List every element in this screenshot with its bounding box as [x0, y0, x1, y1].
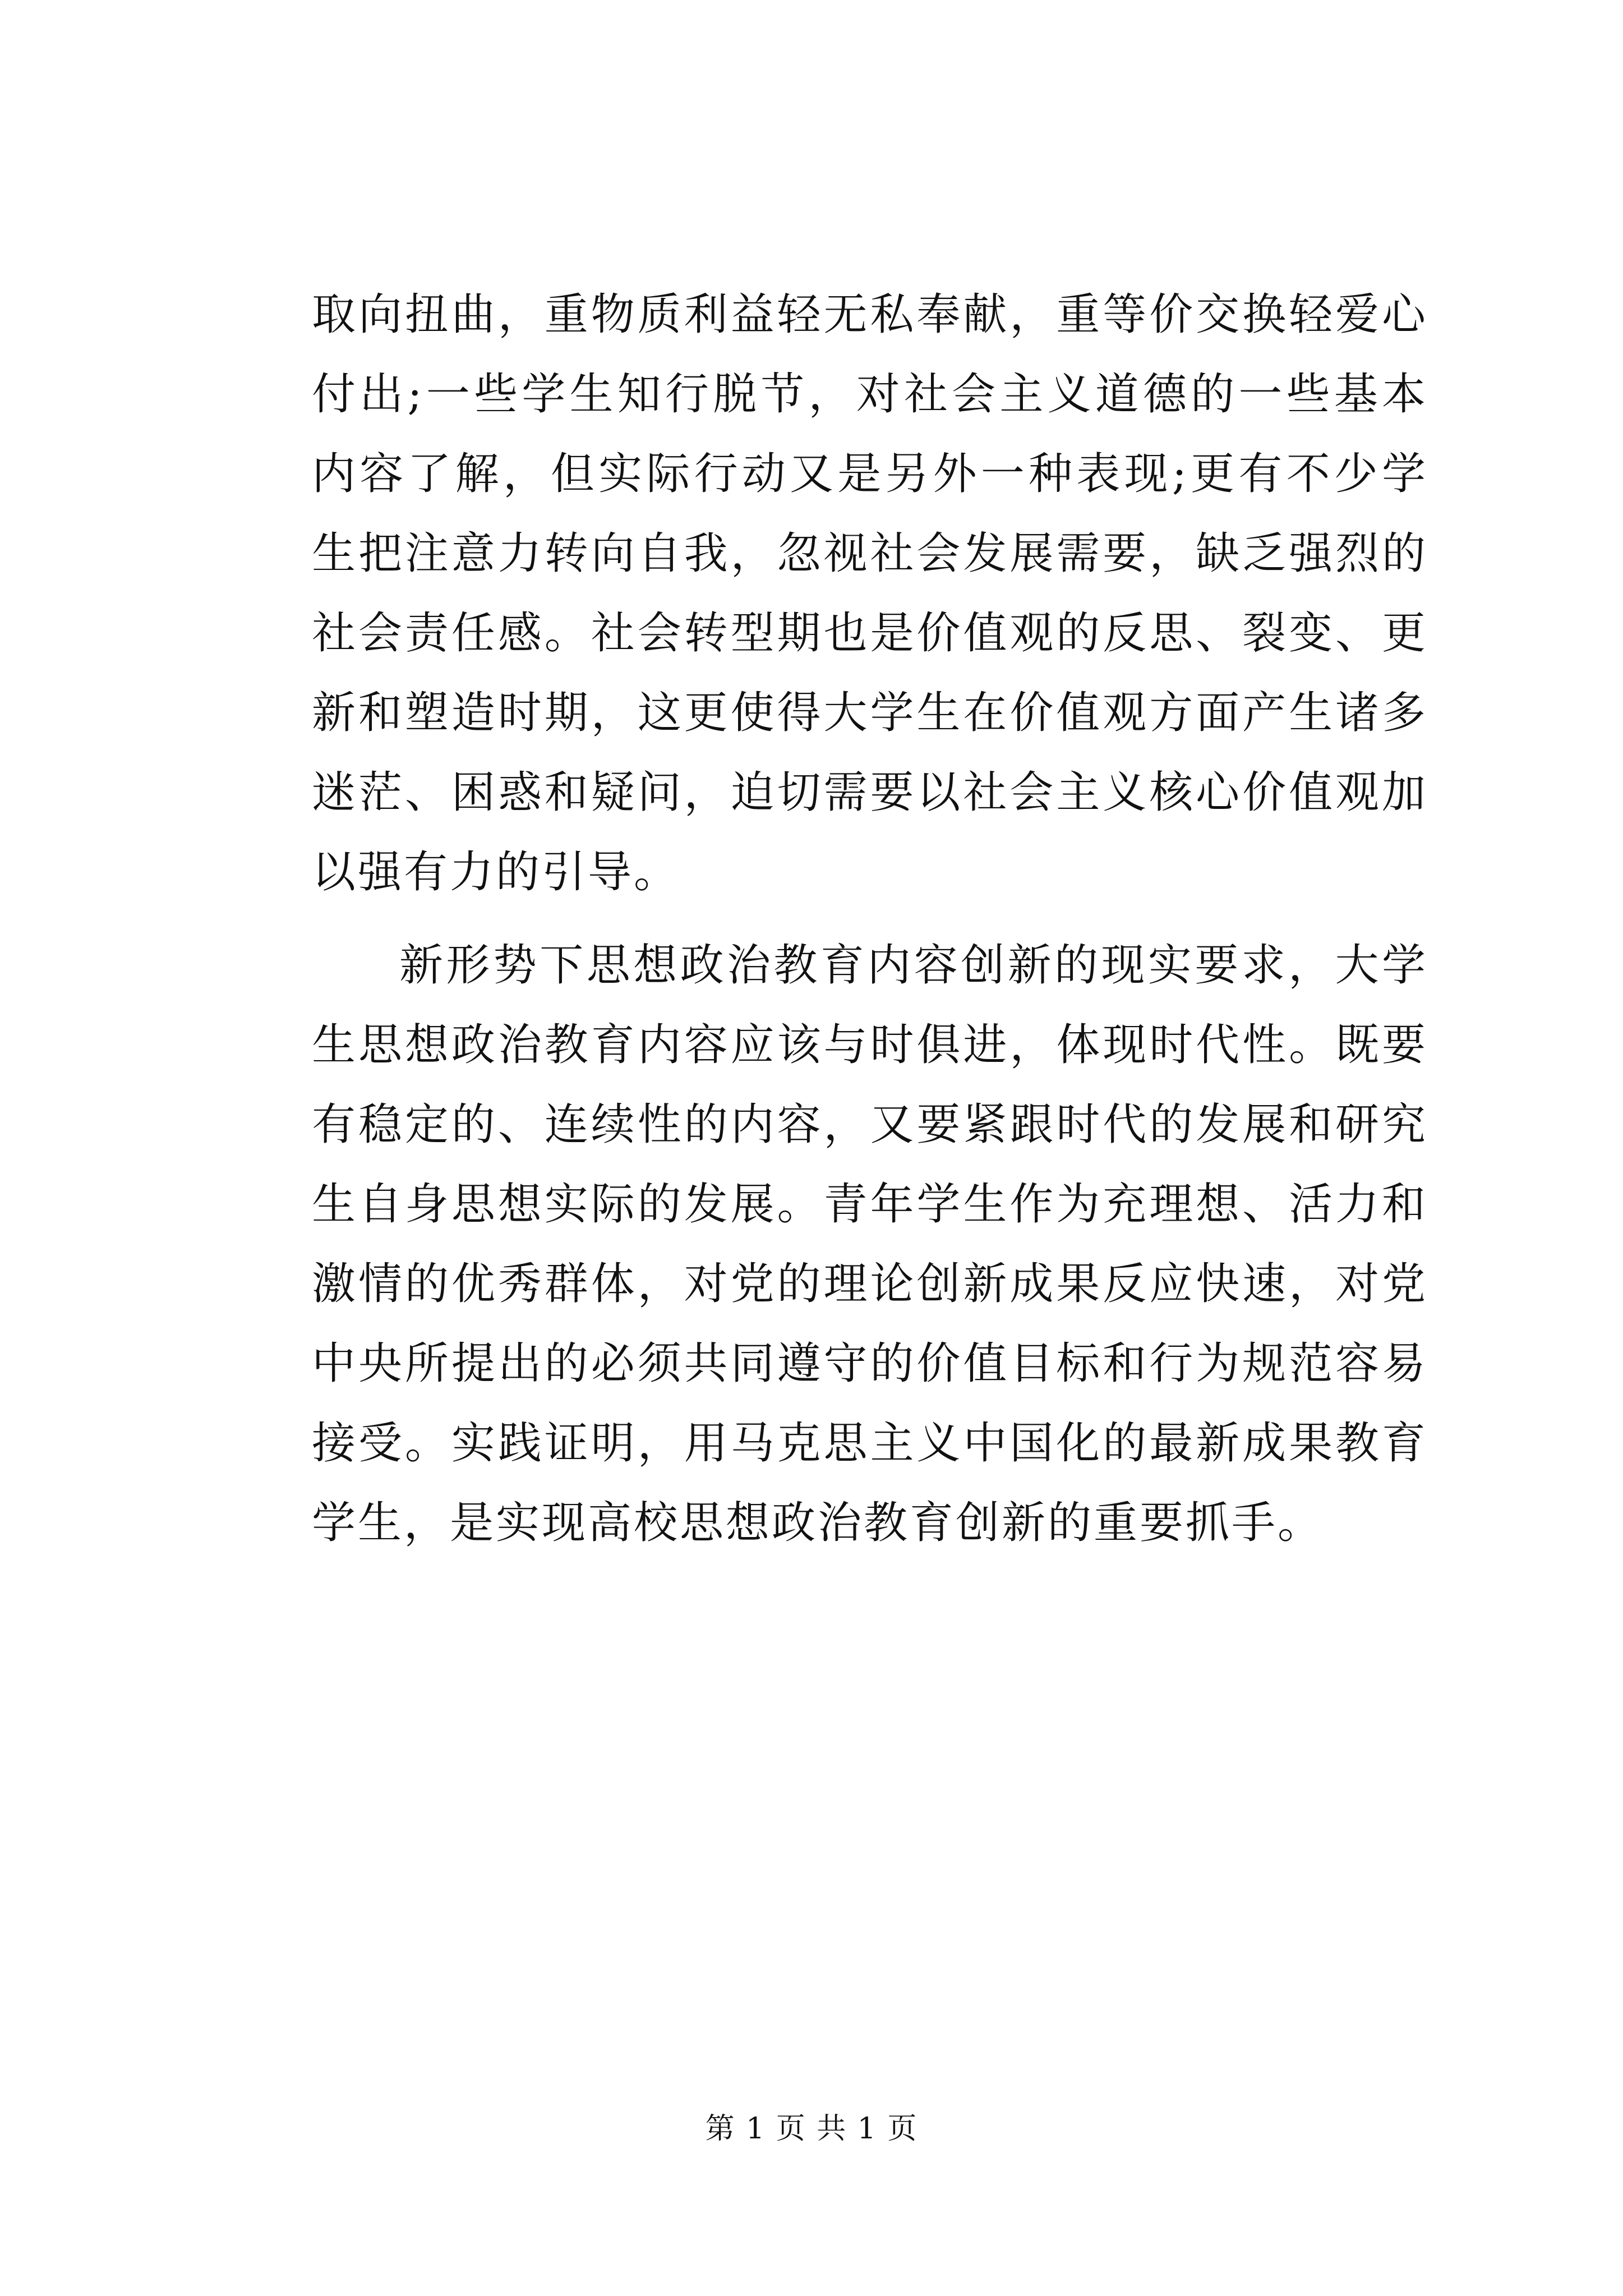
- page-footer: [0, 2109, 1623, 2148]
- page-number-label: 第 1 页 共 1 页: [705, 2112, 918, 2146]
- document-body: [312, 275, 1428, 1563]
- paragraph-2: 新形势下思想政治教育内容创新的现实要求，大学生思想政治教育内容应该与时俱进，体现时代性。既要有稳定的、连续性的内容，又要紧跟时代的发展和研究生自身思想实际的发展。青年学生作为充理想、活力和激情的优秀群体，对党的理论创新成果反应快速，对党中央所提出的必须共同遵守的价值目标和行为规范容易接受。实践证明，用马克思主义中国化的最新成果教育学生，是实现高校思想政治教育创新的重要抓手。: [312, 940, 1428, 1548]
- paragraph-1: 取向扭曲，重物质利益轻无私奉献，重等价交换轻爱心付出;一些学生知行脱节，对社会主义道德的一些基本内容了解，但实际行动又是另外一种表现;更有不少学生把注意力转向自我，忽视社会发展需要，缺乏强烈的社会责任感。社会转型期也是价值观的反思、裂变、更新和塑造时期，这更使得大学生在价值观方面产生诸多迷茫、困惑和疑问，迫切需要以社会主义核心价值观加以强有力的引导。: [312, 289, 1428, 898]
